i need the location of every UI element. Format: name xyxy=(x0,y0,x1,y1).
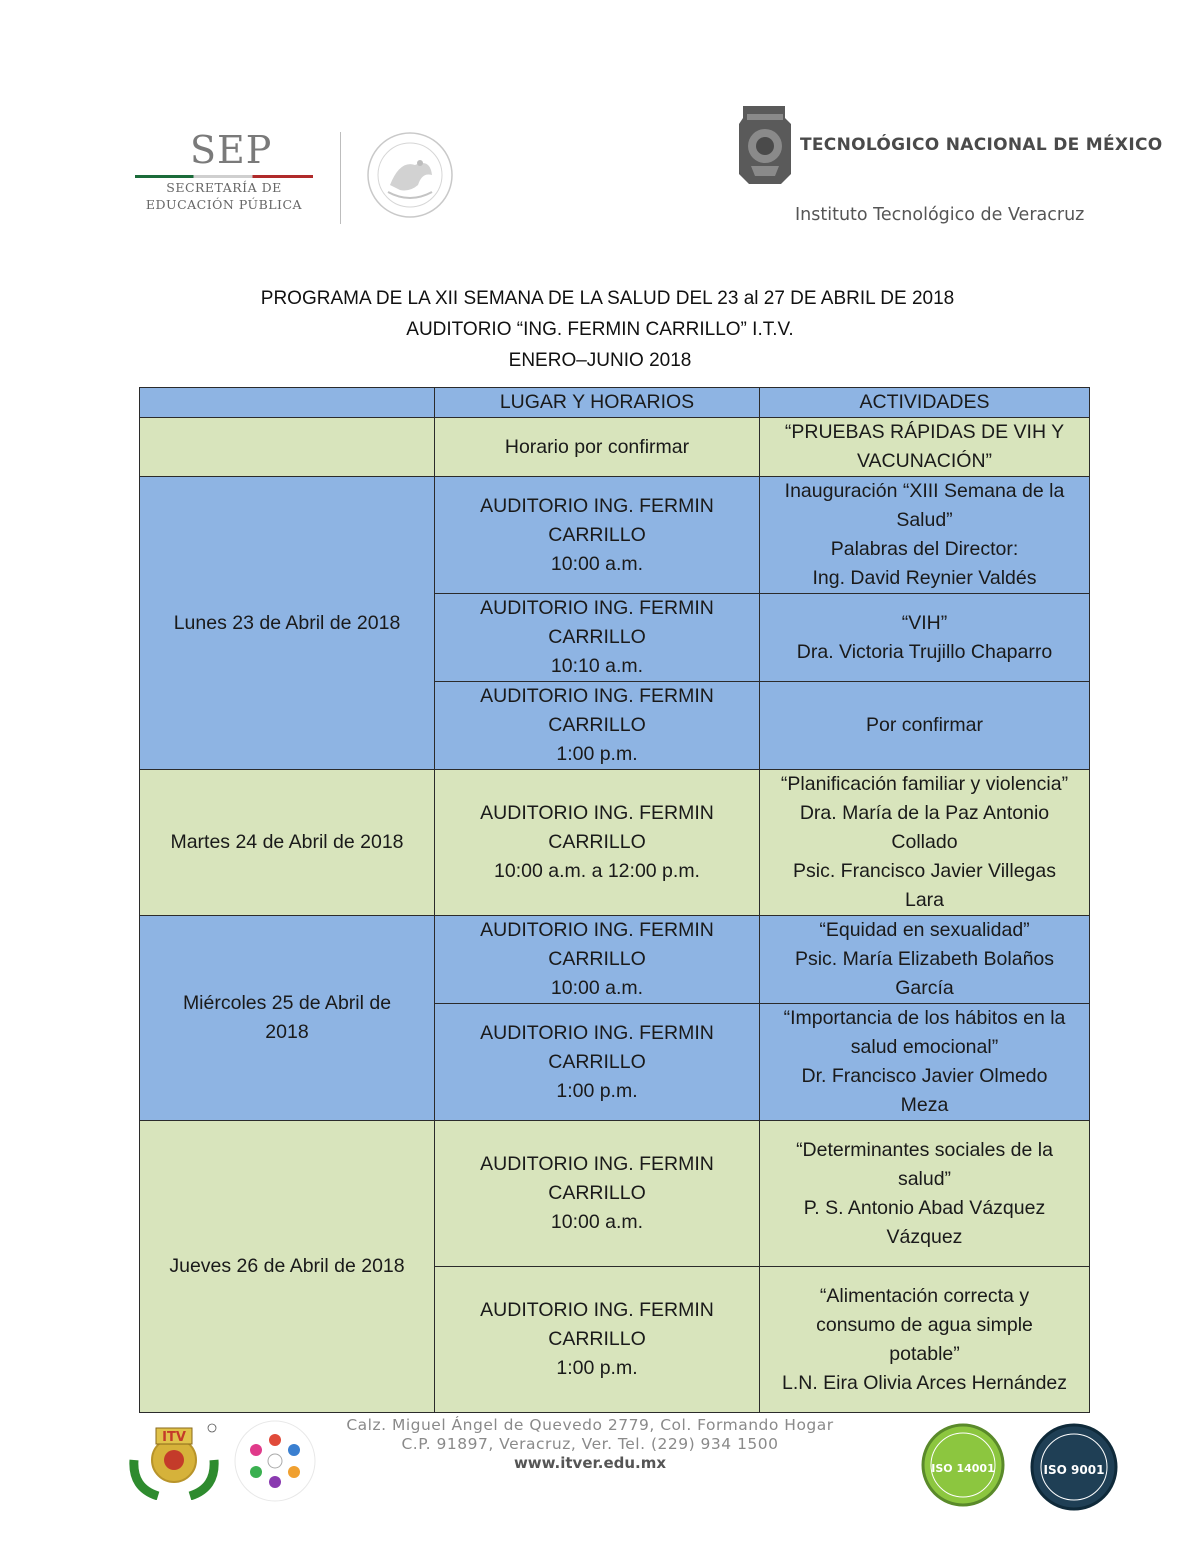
activity-cell-line: “Alimentación correcta y xyxy=(819,1284,1030,1307)
place-cell xyxy=(435,1004,760,1121)
place-cell xyxy=(435,1121,760,1267)
iso-14001-badge-icon xyxy=(918,1420,1008,1510)
activity-cell xyxy=(760,770,1090,916)
place-cell-line: AUDITORIO ING. FERMIN xyxy=(480,1153,714,1175)
place-cell xyxy=(435,418,760,477)
day-cell-line: Martes 24 de Abril de 2018 xyxy=(170,831,404,853)
activity-cell-line: Por confirmar xyxy=(865,714,984,736)
itv-logo-text: ITV xyxy=(162,1430,186,1445)
activity-cell xyxy=(760,1267,1090,1413)
place-cell-line: Horario por confirmar xyxy=(504,435,690,458)
sep-logo xyxy=(135,128,325,228)
iso-14001-label: ISO 14001 xyxy=(931,1462,995,1475)
day-cell xyxy=(140,418,435,477)
activity-cell xyxy=(760,418,1090,477)
place-cell-line: 1:00 p.m. xyxy=(556,1357,638,1379)
itv-logo-icon xyxy=(128,1420,220,1500)
day-cell xyxy=(140,770,435,916)
activity-cell-line: Lara xyxy=(904,889,945,911)
place-cell-line: 10:00 a.m. a 12:00 p.m. xyxy=(494,860,700,882)
day-cell-line: Jueves 26 de Abril de 2018 xyxy=(169,1255,405,1277)
activity-cell-line: “Planificación familiar y violencia” xyxy=(780,773,1069,795)
day-cell-line: 2018 xyxy=(265,1021,309,1043)
activity-cell-line: Salud” xyxy=(896,509,953,531)
activity-cell-line: Vázquez xyxy=(886,1225,963,1248)
schedule-table xyxy=(139,387,1090,1413)
tecnm-name: TECNOLÓGICO NACIONAL DE MÉXICO xyxy=(800,135,1163,155)
activity-cell xyxy=(760,594,1090,682)
place-cell-line: AUDITORIO ING. FERMIN xyxy=(480,1299,714,1321)
sep-subtitle-1: SECRETARÍA DE xyxy=(166,180,282,195)
place-cell-line: AUDITORIO ING. FERMIN xyxy=(480,919,714,941)
place-cell-line: AUDITORIO ING. FERMIN xyxy=(480,802,714,824)
place-cell-line: 10:00 a.m. xyxy=(550,1211,644,1233)
place-cell xyxy=(435,682,760,770)
activity-cell-line: Psic. Francisco Javier Villegas xyxy=(793,860,1056,882)
day-cell-line: Lunes 23 de Abril de 2018 xyxy=(173,611,401,634)
activity-cell-line: Dr. Francisco Javier Olmedo xyxy=(801,1065,1048,1087)
document-titles xyxy=(0,283,1200,376)
footer-contact xyxy=(330,1416,850,1473)
table-header-cell: LUGAR Y HORARIOS xyxy=(435,388,760,418)
day-cell xyxy=(140,1121,435,1413)
place-cell xyxy=(435,770,760,916)
activity-cell-line: Meza xyxy=(900,1094,949,1116)
place-cell-line: 1:00 p.m. xyxy=(556,743,638,765)
place-cell-line: CARRILLO xyxy=(548,948,646,970)
activity-cell-line: Inauguración “XIII Semana de la xyxy=(784,480,1065,502)
activity-cell-line: “PRUEBAS RÁPIDAS DE VIH Y xyxy=(784,421,1065,443)
activity-cell-line: P. S. Antonio Abad Vázquez xyxy=(803,1196,1046,1219)
day-cell xyxy=(140,477,435,770)
day-cell xyxy=(140,916,435,1121)
activity-cell-line: Palabras del Director: xyxy=(830,538,1019,560)
place-cell-line: CARRILLO xyxy=(548,831,646,853)
place-cell-line: 10:00 a.m. xyxy=(550,977,644,999)
place-cell-line: CARRILLO xyxy=(548,714,646,736)
table-header-cell: ACTIVIDADES xyxy=(760,388,1090,418)
activity-cell-line: Ing. David Reynier Valdés xyxy=(812,567,1037,589)
place-cell-line: AUDITORIO ING. FERMIN xyxy=(480,597,714,619)
header-divider xyxy=(340,132,341,224)
mexico-seal-icon xyxy=(360,130,460,220)
table-row xyxy=(140,1121,1090,1267)
place-cell-line: CARRILLO xyxy=(548,1050,646,1073)
footer-website-link[interactable]: www.itver.edu.mx xyxy=(513,1454,667,1472)
place-cell-line: AUDITORIO ING. FERMIN xyxy=(480,685,714,707)
place-cell-line: CARRILLO xyxy=(548,626,646,648)
activity-cell-line: García xyxy=(895,977,954,999)
table-header-cell xyxy=(140,388,435,418)
place-cell-line: 10:10 a.m. xyxy=(550,655,644,677)
table-row xyxy=(140,770,1090,916)
sep-tricolor-line xyxy=(135,175,313,178)
sep-wordmark: SEP xyxy=(190,128,273,172)
tecnm-emblem-icon xyxy=(737,104,793,186)
place-cell-line: 10:00 a.m. xyxy=(550,552,644,575)
place-cell-line: CARRILLO xyxy=(548,523,646,546)
place-cell xyxy=(435,477,760,594)
place-cell-line: 1:00 p.m. xyxy=(556,1079,638,1102)
table-row xyxy=(140,418,1090,477)
activity-cell-line: “VIH” xyxy=(901,611,948,634)
place-cell xyxy=(435,916,760,1004)
norma-igualdad-logo-icon xyxy=(232,1418,318,1504)
activity-cell-line: potable” xyxy=(889,1342,960,1365)
day-cell-line: Miércoles 25 de Abril de xyxy=(182,992,392,1014)
activity-cell-line: consumo de agua simple xyxy=(816,1313,1033,1336)
place-cell-line: CARRILLO xyxy=(548,1328,646,1350)
activity-cell-line: Collado xyxy=(891,831,958,853)
activity-cell-line: “Determinantes sociales de la xyxy=(796,1138,1053,1161)
activity-cell-line: “Equidad en sexualidad” xyxy=(819,919,1030,941)
sep-subtitle-2: EDUCACIÓN PÚBLICA xyxy=(145,197,303,212)
iso-9001-label: ISO 9001 xyxy=(1043,1463,1105,1477)
footer-address-line-2: C.P. 91897, Veracruz, Ver. Tel. (229) 934 1500 xyxy=(401,1435,779,1453)
document-subtitle-period: ENERO–JUNIO 2018 xyxy=(508,350,692,371)
activity-cell-line: Dra. Victoria Trujillo Chaparro xyxy=(796,640,1053,663)
place-cell xyxy=(435,1267,760,1413)
table-row xyxy=(140,477,1090,594)
activity-cell xyxy=(760,682,1090,770)
footer-address-line-1: Calz. Miguel Ángel de Quevedo 2779, Col. Formando Hogar xyxy=(346,1416,834,1434)
document-title: PROGRAMA DE LA XII SEMANA DE LA SALUD DEL 23 al 27 DE ABRIL DE 2018 xyxy=(260,288,955,309)
iso-9001-badge-icon xyxy=(1027,1420,1121,1514)
activity-cell-line: L.N. Eira Olivia Arces Hernández xyxy=(781,1371,1068,1394)
activity-cell xyxy=(760,1004,1090,1121)
activity-cell xyxy=(760,916,1090,1004)
place-cell-line: AUDITORIO ING. FERMIN xyxy=(480,1021,714,1044)
activity-cell-line: salud emocional” xyxy=(850,1036,999,1058)
activity-cell xyxy=(760,1121,1090,1267)
activity-cell-line: VACUNACIÓN” xyxy=(856,450,993,472)
table-header-row xyxy=(140,388,1090,418)
place-cell-line: AUDITORIO ING. FERMIN xyxy=(480,494,714,517)
place-cell-line: CARRILLO xyxy=(548,1182,646,1204)
activity-cell-line: Psic. María Elizabeth Bolaños xyxy=(794,948,1055,970)
activity-cell-line: salud” xyxy=(897,1167,952,1190)
activity-cell-line: Dra. María de la Paz Antonio xyxy=(799,802,1050,824)
table-row xyxy=(140,916,1090,1004)
institute-name: Instituto Tecnológico de Veracruz xyxy=(795,205,1085,225)
activity-cell-line: “Importancia de los hábitos en la xyxy=(783,1007,1066,1029)
place-cell xyxy=(435,594,760,682)
activity-cell xyxy=(760,477,1090,594)
document-subtitle-venue: AUDITORIO “ING. FERMIN CARRILLO” I.T.V. xyxy=(406,319,794,340)
